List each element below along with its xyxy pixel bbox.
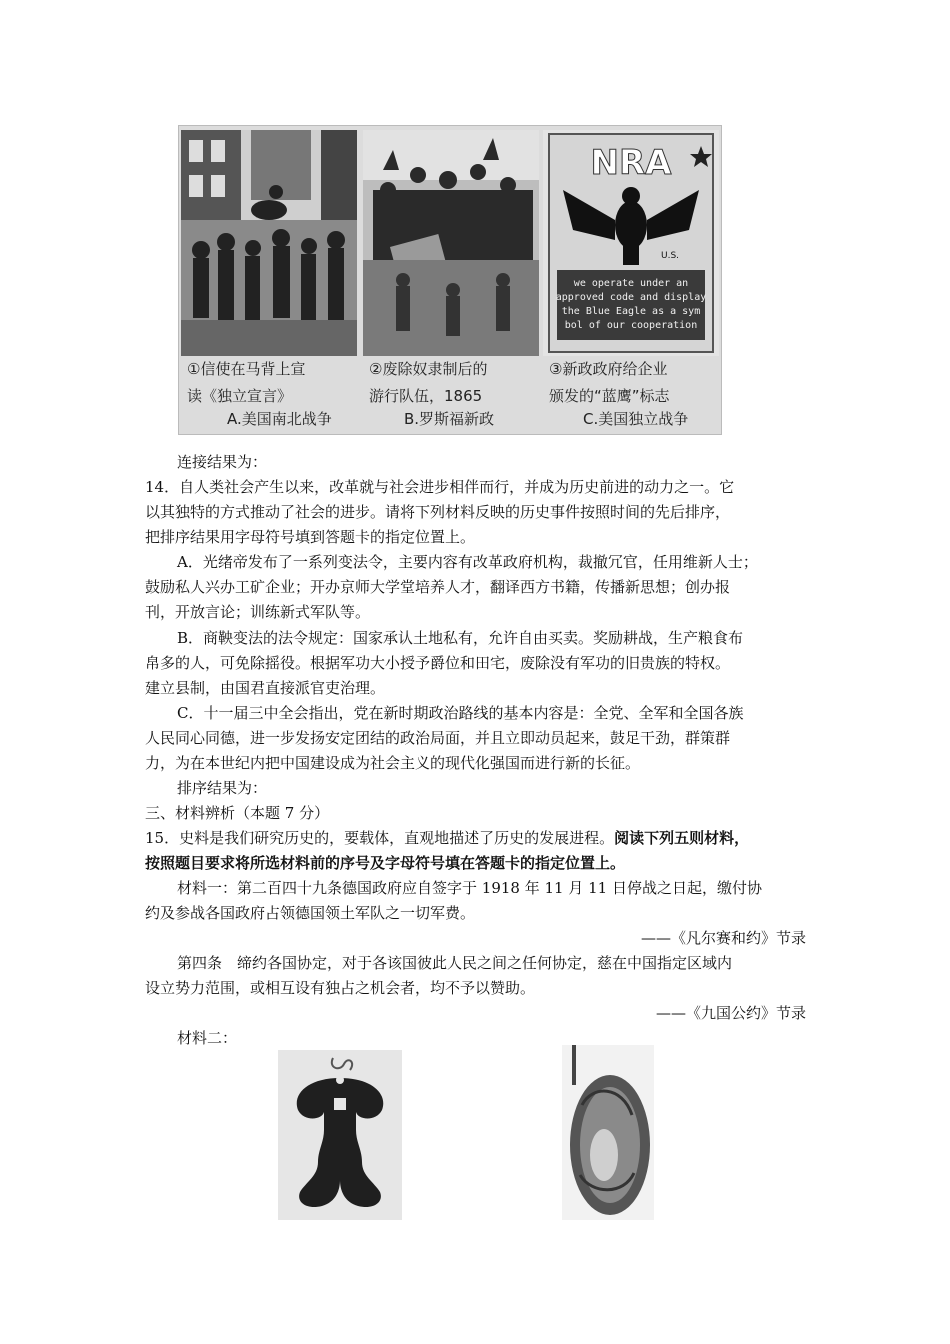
q14-option-a-line: 鼓励私人兴办工矿企业；开办京师大学堂培养人才，翻译西方书籍，传播新思想；创办报 xyxy=(145,578,731,596)
photo-declaration-reading xyxy=(181,130,357,356)
q13-result-label: 连接结果为： xyxy=(177,453,268,471)
caption-1: ①信使在马背上宣 读《独立宣言》 xyxy=(187,360,306,405)
caption-2: ②废除奴隶制后的 游行队伍，1865 xyxy=(369,360,488,405)
material-1-source: ——《凡尔赛和约》节录 xyxy=(640,929,806,947)
q15-stem-bold: 按照题目要求将所选材料前的序号及字母符号填在答题卡的指定位置上。 xyxy=(145,854,626,872)
q14-option-c-line: C．十一届三中全会指出，党在新时期政治路线的基本内容是：全党、全军和全国各族 xyxy=(177,704,744,722)
material-1b-line: 第四条 缔约各国协定，对于各该国彼此人民之间之任何协定，慈在中国指定区域内 xyxy=(177,954,733,972)
q14-option-b-line: 帛多的人，可免除摇役。根据军功大小授予爵位和田宅，废除没有军功的旧贵族的特权。 xyxy=(145,654,731,672)
poster-us: U.S. xyxy=(661,251,680,261)
q14-option-b-line: B．商鞅变法的法令规定：国家承认土地私有，允许自由买卖。奖励耕战，生产粮食布 xyxy=(177,629,744,647)
q14-option-c-line: 人民同心同德，进一步发扬安定团结的政治局面，并且立即动员起来，鼓足干劲，群策群 xyxy=(145,729,731,747)
q14-option-a-line: 刊，开放言论；训练新式军队等。 xyxy=(145,603,371,621)
q14-option-b-line: 建立县制，由国君直接派官吏治理。 xyxy=(145,679,386,697)
material-1b-source: ——《九国公约》节录 xyxy=(655,1004,806,1022)
q14-option-c-line: 力，为在本世纪内把中国建设成为社会主义的现代化强国而进行新的长征。 xyxy=(145,754,641,772)
poster-text-line: the Blue Eagle as a sym xyxy=(561,306,701,317)
q14-stem-line: 把排序结果用字母符号填到答题卡的指定位置上。 xyxy=(145,528,476,546)
poster-title: NRA xyxy=(590,143,672,183)
poster-text-line: bol of our cooperation xyxy=(564,320,698,331)
option-c: C.美国独立战争 xyxy=(583,410,689,428)
material-1b-line: 设立势力范围，或相互设有独占之机会者，均不予以赞助。 xyxy=(145,979,536,997)
history-photo-figure xyxy=(178,125,722,435)
nra-blue-eagle-poster xyxy=(543,130,719,356)
material-1-line: 材料一：第二百四十九条德国政府应自签字于 1918 年 11 月 11 日停战之日起，缴付协 xyxy=(177,879,762,897)
option-b: B.罗斯福新政 xyxy=(404,410,495,428)
poster-text-line: approved code and display xyxy=(555,292,707,303)
section-3-heading: 三、材料辨析（本题 7 分） xyxy=(145,804,330,822)
q14-option-a-line: A．光绪帝发布了一系列变法令，主要内容有改革政府机构，裁撤冗官，任用维新人士； xyxy=(177,553,758,571)
material-2-label: 材料二： xyxy=(177,1029,238,1047)
q14-stem-line: 以其独特的方式推动了社会的进步。请将下列材料反映的历史事件按照时间的先后排序， xyxy=(145,503,731,521)
poster-text-line: we operate under an xyxy=(573,278,689,289)
q14-stem-line: 14．自人类社会产生以来，改革就与社会进步相伴而行，并成为历史前进的动力之一。它 xyxy=(145,478,735,496)
q15-stem: 15．史料是我们研究历史的，要载体，直观地描述了历史的发展进程。阅读下列五则材料， xyxy=(145,829,750,847)
photo-emancipation-parade xyxy=(363,130,539,356)
caption-3: ③新政政府给企业 颁发的“蓝鹰”标志 xyxy=(549,360,670,405)
q14-result-label: 排序结果为： xyxy=(177,779,268,797)
spade-coin-image xyxy=(278,1050,402,1220)
option-a: A.美国南北战争 xyxy=(227,410,332,428)
material-1-line: 约及参战各国政府占领德国领土军队之一切军费。 xyxy=(145,904,476,922)
jade-disc-image xyxy=(562,1045,654,1220)
